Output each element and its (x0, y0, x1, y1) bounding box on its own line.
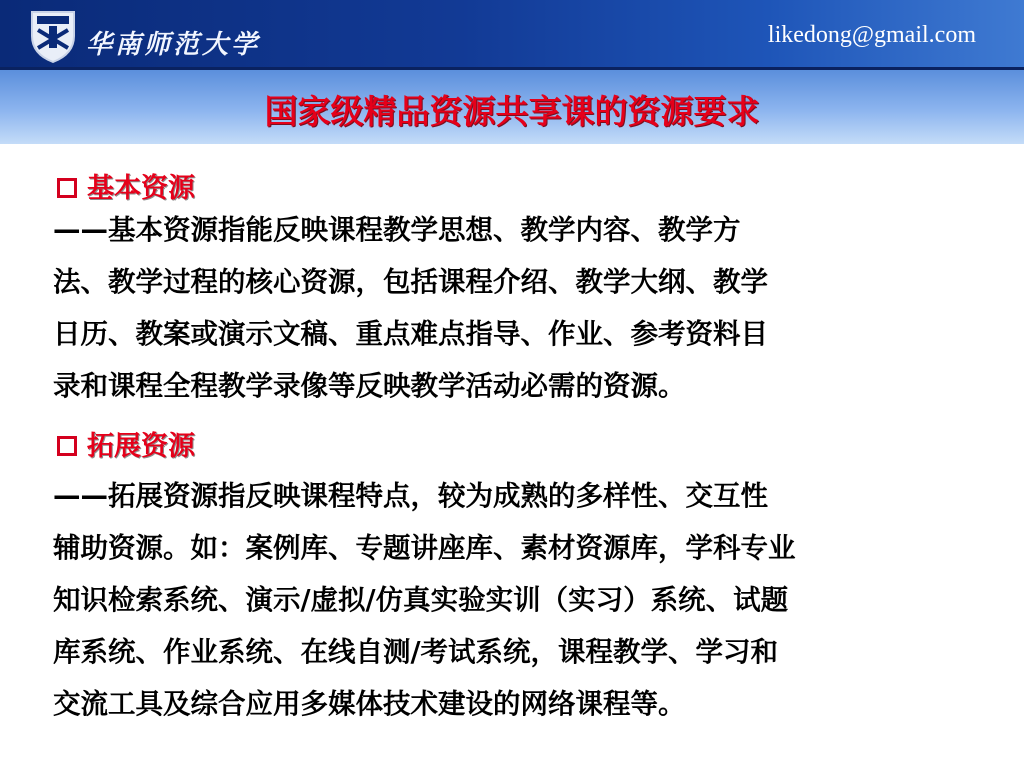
section-body-basic (53, 204, 1013, 412)
slide-content (0, 144, 1024, 768)
title-bar (0, 70, 1024, 144)
paragraph-line: 交流工具及综合应用多媒体技术建设的网络课程等。 (53, 688, 686, 720)
header-bar (0, 0, 1024, 70)
university-name: 华南师范大学 (86, 30, 261, 60)
paragraph-line: 录和课程全程教学录像等反映教学活动必需的资源。 (53, 370, 686, 402)
paragraph-line: ——基本资源指能反映课程教学思想、教学内容、教学方 (53, 214, 741, 246)
email-address: likedong@gmail.com (767, 22, 976, 48)
paragraph-line: 知识检索系统、演示/虚拟/仿真实验实训（实习）系统、试题 (53, 584, 789, 616)
section-body-extended (53, 470, 1013, 730)
section-heading-basic (57, 166, 195, 205)
university-crest-icon (28, 6, 78, 64)
paragraph-line: 库系统、作业系统、在线自测/考试系统，课程教学、学习和 (53, 636, 779, 668)
section-heading-label: 基本资源 (87, 173, 195, 204)
square-bullet-icon (57, 436, 77, 456)
slide-title: 国家级精品资源共享课的资源要求 (264, 92, 760, 131)
square-bullet-icon (57, 178, 77, 198)
paragraph-line: 法、教学过程的核心资源，包括课程介绍、教学大纲、教学 (53, 266, 768, 298)
paragraph-line: 辅助资源。如：案例库、专题讲座库、素材资源库，学科专业 (53, 532, 796, 564)
section-heading-extended (57, 424, 195, 463)
section-heading-label: 拓展资源 (87, 431, 195, 462)
paragraph-line: ——拓展资源指反映课程特点，较为成熟的多样性、交互性 (53, 480, 768, 512)
paragraph-line: 日历、教案或演示文稿、重点难点指导、作业、参考资料目 (53, 318, 768, 350)
